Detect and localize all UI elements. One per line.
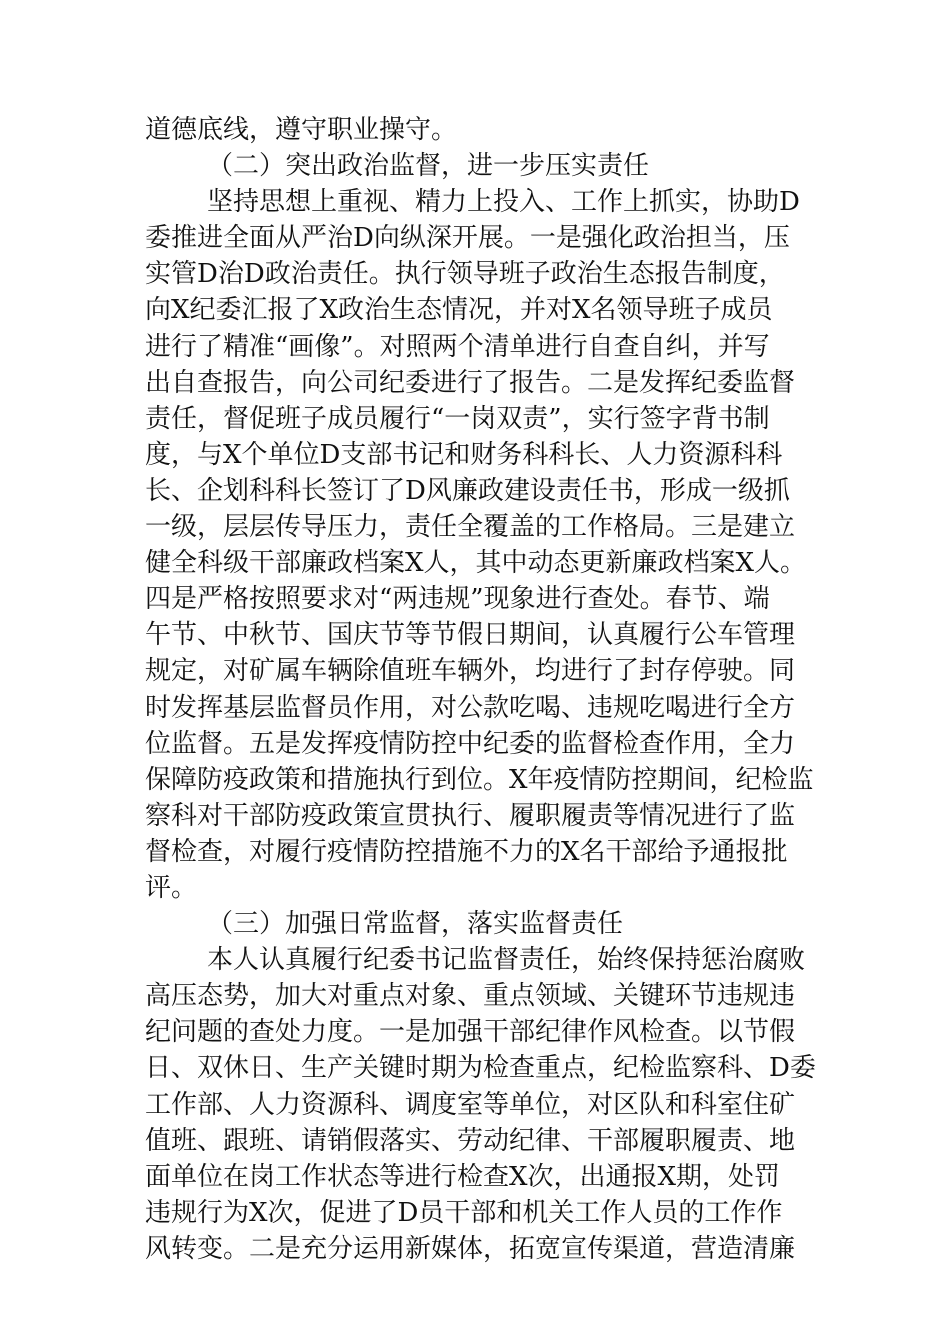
- paragraph-line: 位监督。五是发挥疫情防控中纪委的监督检查作用，全力: [145, 728, 796, 759]
- paragraph-line: 纪问题的查处力度。一是加强干部纪律作风检查。以节假: [145, 1017, 796, 1048]
- paragraph-line: 健全科级干部廉政档案X人，其中动态更新廉政档案X人。: [145, 548, 807, 579]
- paragraph-line: 评。: [145, 872, 198, 903]
- paragraph-line: 长、企划科科长签订了D风廉政建设责任书，形成一级抓: [145, 475, 790, 506]
- paragraph-line: 午节、中秋节、国庆节等节假日期间，认真履行公车管理: [145, 620, 796, 651]
- paragraph-line: 坚持思想上重视、精力上投入、工作上抓实，协助D: [207, 187, 800, 218]
- section-heading: （二）突出政治监督，进一步压实责任: [207, 151, 650, 182]
- paragraph-line: 向X纪委汇报了X政治生态情况，并对X名领导班子成员: [145, 295, 773, 326]
- paragraph-line: 保障防疫政策和措施执行到位。X年疫情防控期间，纪检监: [145, 764, 814, 795]
- paragraph-line: 责任，督促班子成员履行“一岗双责”，实行签字背书制: [145, 403, 770, 434]
- paragraph-line: 委推进全面从严治D向纵深开展。一是强化政治担当，压: [145, 223, 790, 254]
- paragraph-line: 实管D治D政治责任。执行领导班子政治生态报告制度，: [145, 259, 785, 290]
- paragraph-line: 高压态势，加大对重点对象、重点领域、关键环节违规违: [145, 981, 796, 1012]
- paragraph-line: 值班、跟班、请销假落实、劳动纪律、干部履职履责、地: [145, 1125, 796, 1156]
- paragraph-line: 察科对干部防疫政策宣贯执行、履职履责等情况进行了监: [145, 800, 796, 831]
- paragraph-line: 规定，对矿属车辆除值班车辆外，均进行了封存停驶。同: [145, 656, 796, 687]
- paragraph-line: 风转变。二是充分运用新媒体，拓宽宣传渠道，营造清廉: [145, 1233, 796, 1264]
- paragraph-line: 工作部、人力资源科、调度室等单位，对区队和科室住矿: [145, 1089, 796, 1120]
- paragraph-line: 时发挥基层监督员作用，对公款吃喝、违规吃喝进行全方: [145, 692, 796, 723]
- paragraph-line: 四是严格按照要求对“两违规”现象进行查处。春节、端: [145, 584, 770, 615]
- paragraph-line: 一级，层层传导压力，责任全覆盖的工作格局。三是建立: [145, 512, 796, 543]
- section-heading: （三）加强日常监督，落实监督责任: [207, 909, 624, 940]
- paragraph-line: 道德底线，遵守职业操守。: [145, 115, 458, 145]
- document-body: [145, 112, 816, 1267]
- paragraph-line: 日、双休日、生产关键时期为检查重点，纪检监察科、D委: [145, 1053, 816, 1084]
- paragraph-line: 督检查，对履行疫情防控措施不力的X名干部给予通报批: [145, 836, 788, 867]
- paragraph-line: 出自查报告，向公司纪委进行了报告。二是发挥纪委监督: [145, 367, 796, 398]
- paragraph-line: 面单位在岗工作状态等进行检查X次，出通报X期，处罚: [145, 1161, 781, 1192]
- paragraph-line: 进行了精准“画像”。对照两个清单进行自查自纠，并写: [145, 331, 770, 362]
- paragraph-line: 违规行为X次，促进了D员干部和机关工作人员的工作作: [145, 1197, 783, 1228]
- paragraph-line: 度，与X个单位D支部书记和财务科科长、人力资源科科: [145, 439, 783, 470]
- paragraph-line: 本人认真履行纪委书记监督责任，始终保持惩治腐败: [207, 945, 806, 976]
